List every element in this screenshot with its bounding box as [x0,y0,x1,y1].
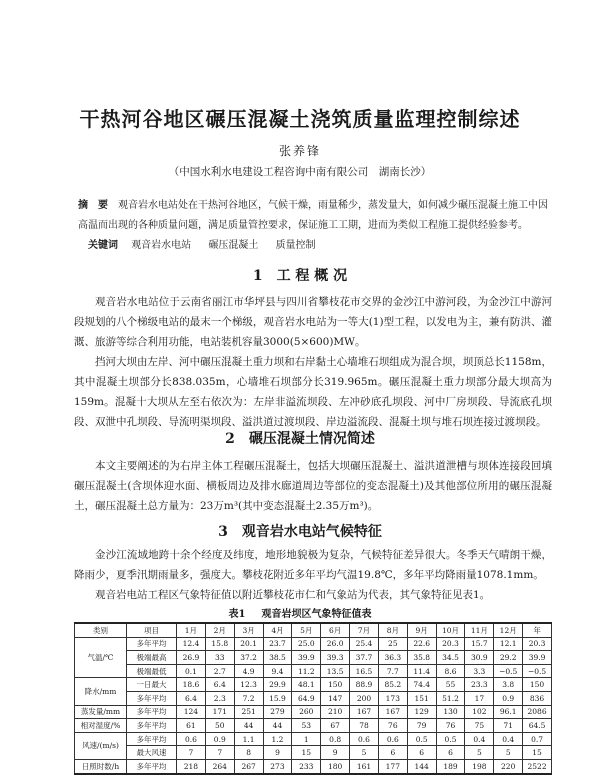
value-cell: 0.5 [436,732,465,746]
item-cell: 多年平均 [127,705,177,719]
value-cell: 44 [234,719,263,733]
header-month: 2月 [205,623,234,637]
value-cell: 251 [234,705,263,719]
affiliation: （中国水利水电建设工程咨询中南有限公司 湖南长沙） [168,166,432,178]
table-caption-text: 观音岩坝区气象特征值表 [261,609,372,620]
item-cell: 多年平均 [127,691,177,705]
value-cell: 0.6 [378,732,407,746]
value-cell: 0.5 [407,732,436,746]
abstract-text: 观音岩水电站处在干热河谷地区，气候干燥，雨量稀少，蒸发量大，如何减少碾压混凝土施工中因高温而出现的各种质量问题，满足质量管控要求，保证施工工期，进而为类似工程施工提供经验参考。 [78,200,548,231]
value-cell: 15.8 [205,637,234,651]
category-cell: 降水/mm [75,678,127,705]
value-cell: 129 [407,705,436,719]
header-month: 6月 [321,623,350,637]
keyword: 质量控制 [275,240,316,251]
value-cell: 23.3 [465,678,494,692]
value-cell: 2522 [523,759,552,773]
value-cell: −0.5 [494,664,523,678]
value-cell: 7 [177,746,206,760]
header-category: 类别 [75,623,127,637]
keywords-label: 关键词 [88,240,118,251]
value-cell: 171 [205,705,234,719]
section-title: 工 程 概 况 [276,268,348,284]
value-cell: 78 [350,719,379,733]
value-cell: 836 [523,691,552,705]
value-cell: 167 [350,705,379,719]
value-cell: 20.3 [523,637,552,651]
value-cell: 15.7 [465,637,494,651]
value-cell: 6 [378,746,407,760]
table-number: 表1 [228,609,246,620]
value-cell: 3.3 [465,664,494,678]
header-month: 10月 [436,623,465,637]
keyword: 观音岩水电站 [131,240,192,251]
table-row [75,746,552,760]
keywords [88,236,548,251]
value-cell: 0.6 [350,732,379,746]
value-cell: 9.4 [263,664,292,678]
value-cell: 61 [177,719,206,733]
value-cell: 75 [465,719,494,733]
value-cell: 0.9 [494,691,523,705]
header-month: 8月 [378,623,407,637]
value-cell: 218 [177,759,206,773]
value-cell: 0.8 [321,732,350,746]
value-cell: 37.7 [350,651,379,665]
value-cell: 76 [378,719,407,733]
value-cell: 198 [465,759,494,773]
value-cell: 15.9 [263,691,292,705]
value-cell: 233 [292,759,321,773]
value-cell: 71 [494,719,523,733]
section-1-paragraph-1: 观音岩水电站位于云南省丽江市华坪县与四川省攀枝花市交界的金沙江中游河段，为金沙江中游河段规划的八个梯级电站的最末一个梯级，观音岩水电站为一等大(1)型工程，以发电为主，兼有防洪、灌溉、旅游等综合利用功能，电站装机容量3000(5×600)MW。 [74,296,552,348]
header-month: 7月 [350,623,379,637]
value-cell: 3.8 [494,678,523,692]
value-cell: 22.6 [407,637,436,651]
table-row [75,691,552,705]
value-cell: 79 [407,719,436,733]
value-cell: 8 [234,746,263,760]
section-title: 观音岩水电站气候特征 [241,524,382,540]
value-cell: 13.5 [321,664,350,678]
table-row [75,719,552,733]
abstract-label: 摘 要 [78,200,108,211]
value-cell: 2086 [523,705,552,719]
value-cell: 39.3 [321,651,350,665]
section-heading-1 [0,265,600,285]
header-month: 11月 [465,623,494,637]
table-row [75,637,552,651]
value-cell: 6.4 [177,691,206,705]
value-cell: 64.9 [292,691,321,705]
value-cell: 25.0 [292,637,321,651]
value-cell: 53 [292,719,321,733]
value-cell: 34.5 [436,651,465,665]
value-cell: 96.1 [494,705,523,719]
value-cell: 6 [407,746,436,760]
item-cell: 多年平均 [127,637,177,651]
header-month: 5月 [292,623,321,637]
item-cell: 一日最大 [127,678,177,692]
value-cell: 67 [321,719,350,733]
value-cell: 37.2 [234,651,263,665]
value-cell: 12.3 [234,678,263,692]
table-row [75,705,552,719]
value-cell: 220 [494,759,523,773]
paper-title: 干热河谷地区碾压混凝土浇筑质量监理控制综述 [79,107,521,131]
value-cell: 12.1 [494,637,523,651]
value-cell: 38.5 [263,651,292,665]
value-cell: 200 [350,691,379,705]
value-cell: 29.2 [494,651,523,665]
section-heading-3 [0,521,600,541]
value-cell: 1 [292,732,321,746]
section-number: 1 [252,268,263,284]
section-number: 3 [218,524,228,540]
value-cell: 11.4 [407,664,436,678]
value-cell: 12.4 [177,637,206,651]
value-cell: 0.6 [177,732,206,746]
category-cell: 日照时数/h [75,759,127,773]
category-cell: 气温/℃ [75,637,127,678]
header-month: 1月 [177,623,206,637]
value-cell: −0.5 [523,664,552,678]
value-cell: 5 [465,746,494,760]
value-cell: 260 [292,705,321,719]
table-row [75,732,552,746]
value-cell: 264 [205,759,234,773]
table-caption [0,605,600,620]
header-month: 年 [523,623,552,637]
value-cell: 18.6 [177,678,206,692]
value-cell: 74.4 [407,678,436,692]
value-cell: 15 [292,746,321,760]
value-cell: 1.2 [263,732,292,746]
value-cell: 26.9 [177,651,206,665]
section-3-paragraph-1: 金沙江流域地跨十余个经度及纬度，地形地貌极为复杂，气候特征差异很大。冬季天气晴朗干燥，降雨少，夏季汛期雨量多，强度大。攀枝花附近多年平均气温19.8℃，多年平均降雨量1078.1mm。 [74,549,552,581]
value-cell: 48.1 [292,678,321,692]
value-cell: 5 [494,746,523,760]
category-cell: 风速/(m/s) [75,732,127,759]
value-cell: 167 [378,705,407,719]
value-cell: 23.7 [263,637,292,651]
value-cell: 9 [321,746,350,760]
value-cell: 161 [350,759,379,773]
value-cell: 279 [263,705,292,719]
value-cell: 55 [436,678,465,692]
header-month: 9月 [407,623,436,637]
value-cell: 76 [436,719,465,733]
value-cell: 20.3 [436,637,465,651]
value-cell: 15 [523,746,552,760]
value-cell: 51.2 [436,691,465,705]
header-item: 项目 [127,623,177,637]
value-cell: 180 [321,759,350,773]
table-row [75,651,552,665]
value-cell: 6.4 [205,678,234,692]
header-month: 12月 [494,623,523,637]
value-cell: 177 [378,759,407,773]
value-cell: 150 [321,678,350,692]
table-header [75,623,552,637]
table-row [75,664,552,678]
value-cell: 50 [205,719,234,733]
value-cell: 4.9 [234,664,263,678]
value-cell: 267 [234,759,263,773]
item-cell: 多年平均 [127,759,177,773]
value-cell: 39.9 [523,651,552,665]
value-cell: 144 [407,759,436,773]
value-cell: 0.1 [177,664,206,678]
value-cell: 273 [263,759,292,773]
section-2-paragraph-1: 本文主要阐述的为右岸主体工程碾压混凝土，包括大坝碾压混凝土、溢洪道泄槽与坝体连接段回填碾压混凝土(含坝体迎水面、横板周边及排水廊道周边等部位的变态混凝土)及其他部位所用的碾压混凝土，碾压混凝土总方量为：23万m³(其中变态混凝土2.35万m³)。 [74,460,552,512]
value-cell: 7 [205,746,234,760]
value-cell: 36.3 [378,651,407,665]
value-cell: 17 [465,691,494,705]
item-cell: 极端最低 [127,664,177,678]
value-cell: 35.8 [407,651,436,665]
value-cell: 30.9 [465,651,494,665]
value-cell: 11.2 [292,664,321,678]
value-cell: 85.2 [378,678,407,692]
header-month: 3月 [234,623,263,637]
value-cell: 25.4 [350,637,379,651]
value-cell: 64.5 [523,719,552,733]
value-cell: 150 [523,678,552,692]
value-cell: 44 [263,719,292,733]
item-cell: 最大风速 [127,746,177,760]
value-cell: 25 [378,637,407,651]
value-cell: 0.4 [465,732,494,746]
value-cell: 0.9 [205,732,234,746]
value-cell: 210 [321,705,350,719]
value-cell: 147 [321,691,350,705]
value-cell: 151 [407,691,436,705]
item-cell: 极端最高 [127,651,177,665]
item-cell: 多年平均 [127,719,177,733]
value-cell: 7.7 [378,664,407,678]
category-cell: 相对湿度/% [75,719,127,733]
value-cell: 6 [436,746,465,760]
value-cell: 189 [436,759,465,773]
author: 张养锋 [278,144,321,158]
item-cell: 多年平均 [127,732,177,746]
value-cell: 20.1 [234,637,263,651]
value-cell: 33 [205,651,234,665]
category-cell: 蒸发量/mm [75,705,127,719]
section-title: 碾压混凝土情况简述 [248,431,375,447]
value-cell: 173 [378,691,407,705]
value-cell: 124 [177,705,206,719]
value-cell: 130 [436,705,465,719]
value-cell: 5 [350,746,379,760]
value-cell: 88.9 [350,678,379,692]
header-month: 4月 [263,623,292,637]
table-body [75,637,552,773]
value-cell: 16.5 [350,664,379,678]
table-row [75,759,552,773]
value-cell: 9 [263,746,292,760]
value-cell: 39.9 [292,651,321,665]
value-cell: 1.1 [234,732,263,746]
value-cell: 0.7 [523,732,552,746]
abstract [78,196,548,236]
value-cell: 2.3 [205,691,234,705]
section-heading-2 [0,428,600,448]
section-1-paragraph-2: 挡河大坝由左岸、河中碾压混凝土重力坝和右岸黏土心墙堆石坝组成为混合坝，坝顶总长1158m，其中混凝土坝部分长838.035m，心墙堆石坝部分长319.965m。碾压混凝土重力坝部分最大坝高为159m。混凝十大坝从左至右依次为：左岸非溢流坝段、左冲砂底孔坝段、河中厂房坝段、导流底孔坝段、双泄中孔坝段、导流明渠坝段、溢洪道过渡坝段、岸边溢流段、混凝土坝与堆石坝连接过渡坝段。 [74,356,552,428]
section-3-paragraph-2: 观音岩电站工程区气象特征值以附近攀枝花市仁和气象站为代表，其气象特征见表1。 [95,589,491,601]
value-cell: 8.6 [436,664,465,678]
value-cell: 0.4 [494,732,523,746]
value-cell: 102 [465,705,494,719]
section-number: 2 [225,431,235,447]
climate-table [74,622,552,775]
value-cell: 29.9 [263,678,292,692]
keyword: 碾压混凝土 [208,240,259,251]
value-cell: 26.0 [321,637,350,651]
value-cell: 7.2 [234,691,263,705]
value-cell: 2.7 [205,664,234,678]
table-row [75,678,552,692]
